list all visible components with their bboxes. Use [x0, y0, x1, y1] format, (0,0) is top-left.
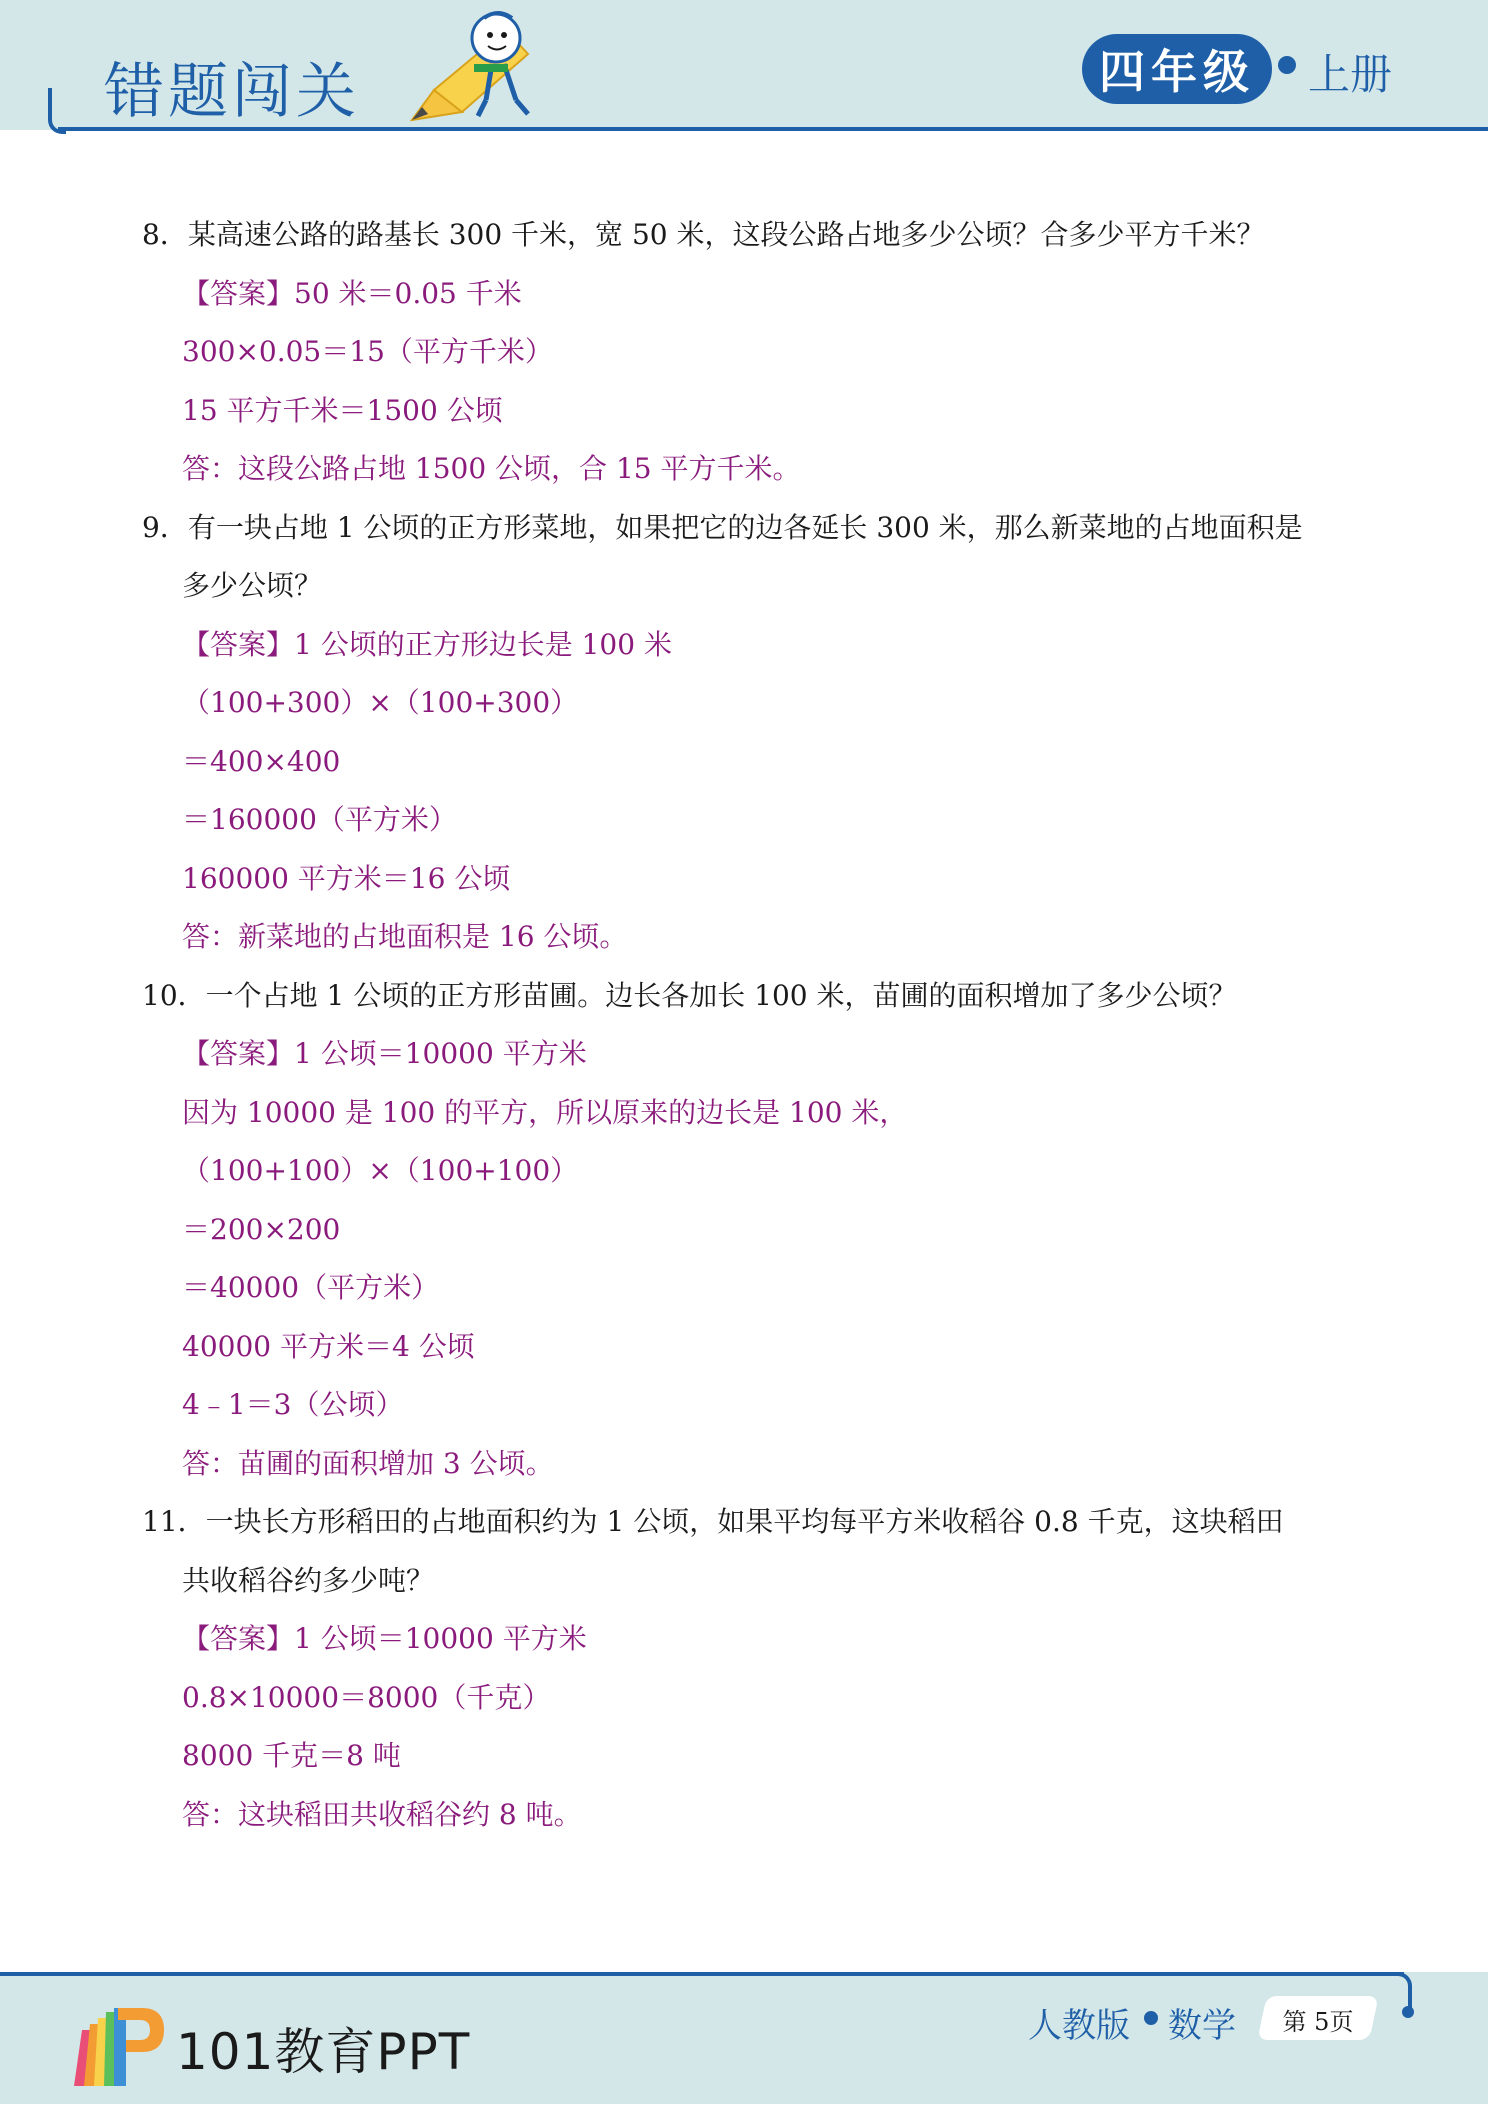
answer-9-line-3: ＝400×400: [182, 745, 341, 778]
answer-10-line-5: ＝40000（平方米）: [182, 1271, 440, 1304]
answer-11-line-2: 0.8×10000＝8000（千克）: [182, 1681, 551, 1714]
page-title: 错题闯关: [104, 57, 360, 127]
question-9-line-2: 多少公顷？: [182, 569, 323, 602]
subject-label: 数学: [1168, 2006, 1236, 2046]
answer-9-line-5: 160000 平方米＝16 公顷: [182, 862, 511, 895]
answer-10-line-2: 因为 10000 是 100 的平方，所以原来的边长是 100 米，: [182, 1096, 908, 1129]
answer-10-line-6: 40000 平方米＝4 公顷: [182, 1330, 475, 1363]
footer-rule: [0, 1972, 1404, 1976]
answer-8-line-2: 300×0.05＝15（平方千米）: [182, 335, 553, 368]
footer-separator-dot: [1144, 2011, 1158, 2025]
question-11-line-1: 11．一块长方形稻田的占地面积约为 1 公顷，如果平均每平方米收稻谷 0.8 千克，这块稻田: [142, 1505, 1284, 1538]
footer-hook-dot: [1402, 2006, 1414, 2018]
answer-11-line-3: 8000 千克＝8 吨: [182, 1739, 401, 1772]
edition-label: 人教版: [1028, 2006, 1130, 2046]
brand-name: 101教育PPT: [176, 2023, 471, 2081]
grade-badge: [1082, 34, 1272, 104]
answer-8-line-3: 15 平方千米＝1500 公顷: [182, 394, 503, 427]
answer-8-line-1: 【答案】50 米＝0.05 千米: [182, 277, 522, 310]
answer-10-line-1: 【答案】1 公顷＝10000 平方米: [182, 1037, 587, 1070]
answer-9-line-1: 【答案】1 公顷的正方形边长是 100 米: [182, 628, 672, 661]
answer-11-line-1: 【答案】1 公顷＝10000 平方米: [182, 1622, 587, 1655]
question-10-line-1: 10．一个占地 1 公顷的正方形苗圃。边长各加长 100 米，苗圃的面积增加了多少公顷？: [142, 979, 1237, 1012]
pencil-mascot-icon: [404, 8, 554, 126]
answer-9-line-4: ＝160000（平方米）: [182, 803, 457, 836]
answer-8-line-4: 答：这段公路占地 1500 公顷，合 15 平方千米。: [182, 452, 801, 485]
question-8-line-1: 8．某高速公路的路基长 300 千米，宽 50 米，这段公路占地多少公顷？合多少平方千米？: [142, 218, 1265, 251]
question-9-line-1: 9．有一块占地 1 公顷的正方形菜地，如果把它的边各延长 300 米，那么新菜地的占地面积是: [142, 511, 1303, 544]
101-logo-icon: [64, 2000, 168, 2090]
page-number: 第 5页: [1282, 2008, 1354, 2036]
volume-label: 上册: [1308, 50, 1393, 99]
answer-11-line-4: 答：这块稻田共收稻谷约 8 吨。: [182, 1798, 582, 1831]
grade-label: 四年级: [1099, 45, 1255, 99]
answer-10-line-8: 答：苗圃的面积增加 3 公顷。: [182, 1447, 554, 1480]
answer-9-line-6: 答：新菜地的占地面积是 16 公顷。: [182, 920, 628, 953]
answer-10-line-3: （100+100）×（100+100）: [182, 1154, 579, 1187]
header-separator-dot: [1278, 56, 1296, 74]
question-11-line-2: 共收稻谷约多少吨？: [182, 1564, 435, 1597]
answer-10-line-7: 4﹣1＝3（公顷）: [182, 1388, 404, 1421]
answer-9-line-2: （100+300）×（100+300）: [182, 686, 579, 719]
answer-10-line-4: ＝200×200: [182, 1213, 341, 1246]
